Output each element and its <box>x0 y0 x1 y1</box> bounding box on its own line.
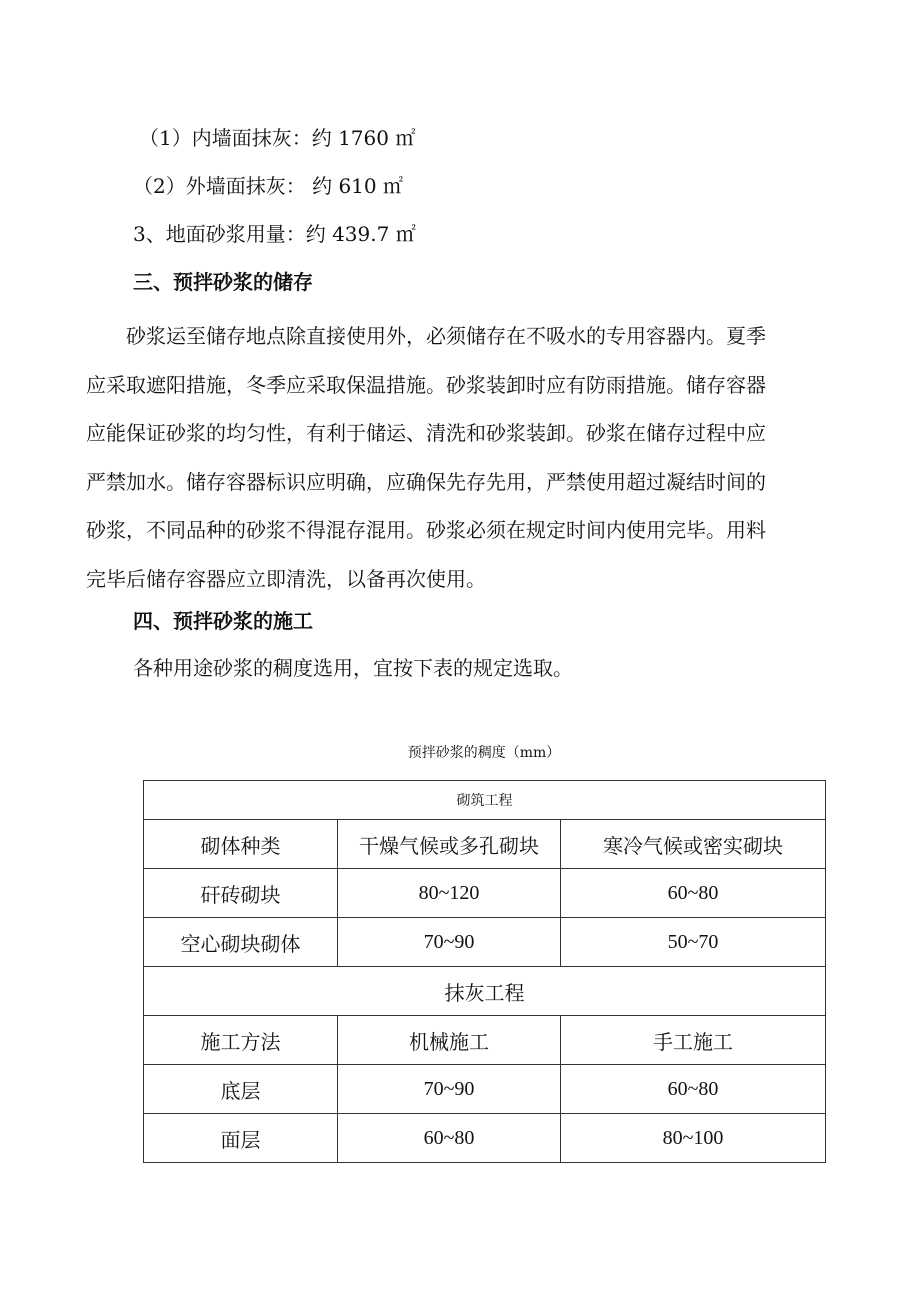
section-4-intro: 各种用途砂浆的稠度选用，宜按下表的规定选取。 <box>133 656 573 680</box>
table-cell: 底层 <box>144 1065 338 1114</box>
table-cell: 60~80 <box>561 1065 826 1114</box>
table-row <box>144 1016 826 1065</box>
table-row <box>144 967 826 1016</box>
header-cell: 砌体种类 <box>144 820 338 869</box>
paragraph-line: 砂浆运至储存地点除直接使用外，必须储存在不吸水的专用容器内。夏季 <box>86 324 766 348</box>
consistency-table <box>143 780 826 1163</box>
paragraph-line: 应采取遮阳措施，冬季应采取保温措施。砂浆装卸时应有防雨措施。储存容器 <box>86 372 766 397</box>
table-row <box>144 1065 826 1114</box>
plaster-title: 抹灰工程 <box>144 967 826 1016</box>
header-cell: 机械施工 <box>338 1016 561 1065</box>
table-cell: 70~90 <box>338 1065 561 1114</box>
table-cell: 空心砌块砌体 <box>144 918 338 967</box>
paragraph-line: 完毕后储存容器应立即清洗，以备再次使用。 <box>86 566 486 591</box>
table-row <box>144 1114 826 1163</box>
header-cell: 干燥气候或多孔砌块 <box>338 820 561 869</box>
floor-mortar-line: 3、地面砂浆用量：约 439.7 ㎡ <box>133 222 416 246</box>
masonry-title: 砌筑工程 <box>144 781 826 820</box>
table-cell: 50~70 <box>561 918 826 967</box>
header-cell: 手工施工 <box>561 1016 826 1065</box>
table-cell: 面层 <box>144 1114 338 1163</box>
table-row <box>144 781 826 820</box>
table-cell: 70~90 <box>338 918 561 967</box>
section-4-heading: 四、预拌砂浆的施工 <box>133 609 313 633</box>
header-cell: 施工方法 <box>144 1016 338 1065</box>
paragraph-line: 严禁加水。储存容器标识应明确，应确保先存先用，严禁使用超过凝结时间的 <box>86 469 766 494</box>
table-cell: 80~120 <box>338 869 561 918</box>
table-row <box>144 918 826 967</box>
table-row <box>144 869 826 918</box>
table-caption: 预拌砂浆的稠度（mm） <box>407 745 561 761</box>
paragraph-line: 砂浆，不同品种的砂浆不得混存混用。砂浆必须在规定时间内使用完毕。用料 <box>86 518 766 542</box>
storage-paragraph <box>86 312 828 603</box>
outer-wall-plaster-line: （2）外墙面抹灰： 约 610 ㎡ <box>133 174 403 198</box>
table-row <box>144 820 826 869</box>
inner-wall-plaster-line: （1）内墙面抹灰：约 1760 ㎡ <box>139 126 416 150</box>
header-cell: 寒冷气候或密实砌块 <box>561 820 826 869</box>
table-cell: 矸砖砌块 <box>144 869 338 918</box>
section-3-heading: 三、预拌砂浆的储存 <box>133 270 313 294</box>
table-cell: 60~80 <box>338 1114 561 1163</box>
table-cell: 60~80 <box>561 869 826 918</box>
table-cell: 80~100 <box>561 1114 826 1163</box>
paragraph-line: 应能保证砂浆的均匀性，有利于储运、清洗和砂浆装卸。砂浆在储存过程中应 <box>86 421 766 445</box>
